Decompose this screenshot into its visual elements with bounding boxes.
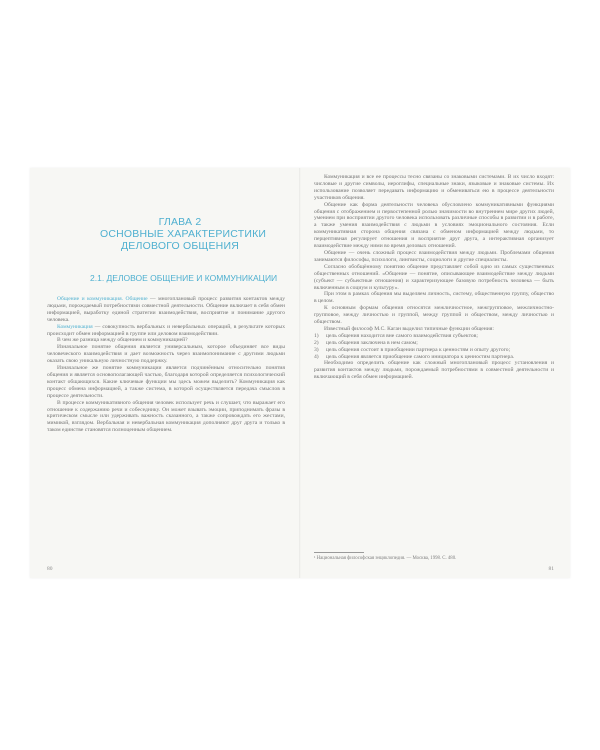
chapter-title [100, 216, 267, 252]
item-number: 1) [314, 332, 319, 339]
left-page [30, 168, 300, 578]
item-number: 3) [314, 346, 319, 353]
page-number: 80 [47, 566, 53, 572]
footnote-divider [314, 552, 364, 553]
footnote: ¹ Национальная философская энциклопедия. — Москва, 1998. С. 480. [314, 556, 457, 561]
numbered-item [314, 333, 554, 340]
numbered-item [314, 354, 554, 361]
paragraph: Общение как форма деятельности человека обусловлено коммуникативными функциями общения с отображением и первостепенной ролью значимости во внутреннем мире других людей, умением при восприятии другого человека использовать различные способы в развитии и в работе, а также умения взаимодействия с людьми в условиях эмоционального состояния. Если коммуникативная сторона общения связана с обменом информацией между людьми, то перцептивная регулирует отношения и восприятие друг друга, а интерактивная организует взаимодействие между ними во время деловых отношений. [314, 201, 554, 250]
right-body-text [314, 174, 554, 381]
paragraph: К основным формам общения относятся межличностное, межгрупповое, межличностно-групповое, между личностью и группой, между группой и обществом, между личностью и обществом. [314, 305, 554, 326]
paragraph [47, 324, 285, 338]
section-title: 2.1. ДЕЛОВОЕ ОБЩЕНИЕ И КОММУНИКАЦИИ [90, 273, 278, 283]
paragraph: Известный философ М.С. Каган выделил типичные функции общения: [324, 325, 494, 332]
left-body-text [47, 296, 285, 434]
paragraph: При этом в рамках общения мы выделяем личность, систему, общественную группу, общество в целом. [314, 291, 554, 305]
chapter-title-line-2: ОСНОВНЫЕ ХАРАКТЕРИСТИКИ [100, 228, 267, 240]
item-number: 2) [314, 339, 319, 346]
page-number: 81 [548, 566, 554, 572]
right-page [300, 168, 570, 578]
paragraph: Необходимо определить общение как сложный многоплановый процесс установления и развития контактов между людьми, порождаемый потребностями в совместной деятельности и включающий в себя обмен информацией. [314, 360, 554, 381]
chapter-title-line-3: ДЕЛОВОГО ОБЩЕНИЯ [121, 240, 239, 252]
paragraph: Согласно обобщённому понятию общение представляет собой одно из самых существенных общественных отношений. «Общение — понятие, описывающее взаимодействие между людьми (субъект — субъектные отношения) и характеризующее базовую потребность человека — быть включенным в социум и культуру». [314, 263, 554, 291]
paragraph: В процессе коммуникативного общения человек использует речь и слушает, что выражает его отношение к содержанию речи и собеседнику. Он может взывать эмоции, приподнимать фразы в критическом смысле или удерживать важность сказанного, а также сопровождать его жестами, мимикой, взглядом. Вербальная и невербальная коммуникация дополняют друг друга и только в таком единстве становятся полноценным общением. [47, 399, 285, 434]
item-text: цель общения состоит в приобщении партнера к ценностям и опыту другого; [326, 346, 511, 353]
item-text: цель общения заключена в нем самом; [326, 339, 418, 346]
paragraph-text: — многоплановый процесс развития контактов между людьми, порождаемый потребностями совместной деятельности. Общение включает в себя обмен информацией, выработку единой стратегии взаимодействия, восприятие и понимание другого человека. [47, 296, 285, 323]
paragraph-text: — совокупность вербальных и невербальных операций, в результате которых происходит обмен информацией в группе или деловом взаимодействии. [47, 323, 285, 337]
chapter-title-line-1: ГЛАВА 2 [158, 216, 202, 228]
paragraph: В чем же разница между общением и коммуникацией? [57, 337, 188, 344]
paragraph: Изначальное понятие общения является универсальным, которое объединяет все виды человеческого взаимодействия и дает возможность через взаимопонимание с другими людьми оказать свою уникальную личностную поддержку. [47, 344, 285, 365]
paragraph: Изначальное же понятие коммуникации является подчинённым относительно понятия общения и является основополагающей частью, благодаря которой определяется психологический контакт общающихся. Какие ключевые функции мы здесь можем выделить? Коммуникация как процесс обмена информацией, а также система, в которой осуществляется передача смыслов в процессе деятельности. [47, 365, 285, 399]
book-spread [30, 168, 570, 578]
item-number: 4) [314, 353, 319, 360]
item-text: цель общения является приобщение самого инициатора к ценностям партнера. [326, 353, 515, 360]
paragraph: Общение — очень сложный процесс взаимодействия между людьми. Проблемами общения занимаются философы, психологи, лингвисты, социологи и другие специалисты. [314, 249, 554, 263]
numbered-item [314, 340, 554, 347]
paragraph: Коммуникация и все ее процессы тесно связаны со знаковыми системами. В их число входят: числовые и другие символы, иероглифы, специальные знаки, языковые и знаковые системы. Их использование позволяет передавать информацию и обмениваться ею в процессе деятельности участников общения. [314, 174, 554, 201]
item-text: цель общения находится вне самого взаимодействия субъектов; [326, 332, 478, 339]
numbered-item [314, 347, 554, 354]
term-highlight: Общение и коммуникация. Общение [57, 296, 148, 302]
paragraph [47, 296, 285, 324]
term-highlight: Коммуникация [57, 323, 93, 330]
